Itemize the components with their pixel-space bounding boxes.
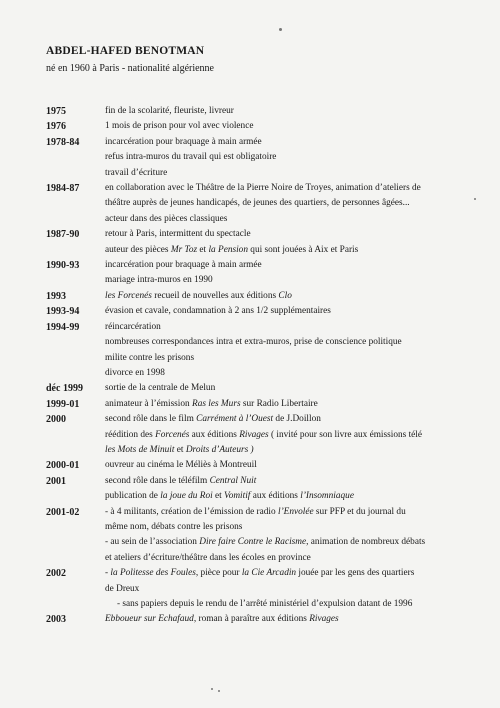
description-line (105, 443, 486, 458)
timeline-entry (46, 181, 486, 227)
timeline-entry (46, 289, 486, 304)
description-line (105, 428, 486, 443)
text-segment: et (197, 244, 209, 255)
text-segment: ( invité pour son livre aux émissions télé (268, 429, 422, 440)
entry-year: 1993-94 (46, 306, 80, 318)
entry-description (105, 320, 486, 382)
text-segment: incarcération pour braquage à main armée (105, 260, 262, 271)
text-segment: fin de la scolarité, fleuriste, livreur (105, 106, 234, 116)
text-segment: sortie de la centrale de Melun (105, 383, 216, 394)
text-segment: - au sein de l’association (105, 537, 200, 548)
scan-speck (211, 688, 213, 690)
entry-description (105, 104, 486, 119)
text-segment: aux éditions (250, 491, 301, 502)
description-line (105, 535, 486, 550)
description-line (105, 582, 486, 597)
description-line (105, 566, 486, 581)
text-segment: retour à Paris, intermittent du spectacle (105, 229, 251, 240)
italic-title-text: Dire faire Contre le Racisme (199, 537, 307, 548)
entry-year: 1993 (46, 290, 66, 302)
description-line (105, 227, 486, 242)
entry-year: 2001-02 (46, 506, 80, 518)
italic-title-text: Ras les Murs (192, 398, 241, 409)
entry-description (105, 135, 486, 181)
italic-title-text: la Pension (208, 244, 248, 255)
description-line (105, 597, 486, 612)
entry-year: déc 1999 (46, 383, 83, 395)
italic-title-text: l’Envolée (277, 506, 314, 517)
entry-year: 1999-01 (46, 398, 80, 410)
description-line (105, 135, 486, 150)
timeline-entry (46, 474, 486, 505)
entry-year: 2002 (46, 568, 66, 580)
timeline-entry (46, 258, 486, 289)
description-line (105, 520, 486, 535)
description-line (105, 196, 486, 211)
entry-year: 2003 (46, 614, 66, 626)
italic-title-text: Rivages (309, 614, 339, 625)
italic-title-text: les Mots de Minuit (105, 444, 175, 455)
italic-title-text: Ebboueur sur Echafaud (105, 614, 194, 625)
description-line (105, 150, 486, 165)
description-line (105, 166, 486, 181)
description-line (105, 243, 486, 258)
italic-title-text: Central Nuit (209, 475, 257, 486)
entry-description (105, 505, 486, 567)
italic-title-text: Rivages (239, 429, 269, 440)
entry-year: 1987-90 (46, 229, 80, 241)
text-segment: - (105, 568, 111, 579)
italic-title-text: les Forcenés (105, 290, 152, 301)
description-line (105, 181, 486, 196)
text-segment: ouvreur au cinéma le Méliès à Montreuil (105, 460, 257, 471)
text-segment: , animation de nombreux débats (306, 537, 426, 548)
text-segment: aux éditions (189, 429, 240, 440)
text-segment: , pièce pour (195, 568, 242, 579)
description-line (105, 458, 486, 473)
timeline-entry (46, 381, 486, 396)
scan-speck (279, 28, 282, 31)
description-line (105, 119, 486, 134)
italic-title-text: Droits d’Auteurs ) (185, 444, 254, 455)
entry-year: 1975 (46, 106, 66, 117)
entry-year: 2000 (46, 414, 66, 426)
description-line (105, 273, 486, 288)
scan-speck (474, 198, 476, 200)
text-segment: mariage intra-muros en 1990 (105, 275, 213, 286)
description-line (105, 412, 486, 427)
entry-year: 1994-99 (46, 321, 80, 333)
author-subtitle: né en 1960 à Paris - nationalité algérienne (46, 63, 214, 74)
text-segment: qui sont jouées à Aix et Paris (247, 244, 359, 255)
description-line (105, 381, 486, 396)
entry-description (105, 412, 486, 458)
text-segment: évasion et cavale, condamnation à 2 ans 1/2 supplémentaires (105, 306, 331, 317)
entry-description (105, 381, 486, 396)
entry-description (105, 119, 486, 134)
text-segment: sur PFP et du journal du (313, 506, 406, 517)
text-segment: réincarcération (105, 321, 161, 332)
timeline-entry (46, 566, 486, 612)
description-line (105, 258, 486, 273)
text-segment: 1 mois de prison pour vol avec violence (105, 121, 254, 132)
entry-description (105, 227, 486, 258)
timeline-entry (46, 104, 486, 119)
text-segment: second rôle dans le téléfilm (105, 475, 210, 486)
text-segment: , roman à paraître aux éditions (193, 614, 310, 625)
description-line (105, 212, 486, 227)
entry-year: 2001 (46, 475, 66, 487)
entry-description (105, 289, 486, 304)
text-segment: milite contre les prisons (105, 352, 195, 363)
text-segment: acteur dans des pièces classiques (105, 213, 228, 224)
italic-title-text: Vomitif (224, 491, 251, 502)
text-segment: sur Radio Libertaire (240, 398, 318, 409)
description-line (105, 474, 486, 489)
entry-year: 1984-87 (46, 183, 80, 195)
description-line (105, 304, 486, 319)
entry-description (105, 397, 486, 412)
timeline-entry (46, 304, 486, 319)
text-segment: travail d’écriture (105, 167, 168, 178)
text-segment: refus intra-muros du travail qui est obligatoire (105, 152, 277, 163)
entry-description (105, 181, 486, 227)
italic-title-text: la joue du Roi (160, 491, 213, 502)
text-segment: et (212, 491, 225, 502)
description-line (105, 366, 486, 381)
timeline-entry (46, 119, 486, 134)
description-line (105, 335, 486, 350)
timeline-entry (46, 397, 486, 412)
italic-title-text: l’Insomniaque (300, 491, 354, 502)
entry-year: 1976 (46, 121, 66, 133)
entry-description (105, 258, 486, 289)
timeline-entry (46, 458, 486, 473)
entry-year: 1990-93 (46, 260, 80, 272)
text-segment: même nom, débats contre les prisons (105, 521, 243, 532)
text-segment: de Dreux (105, 583, 140, 594)
text-segment: et (174, 444, 186, 455)
text-segment: théâtre auprès de jeunes handicapés, de jeunes des quartiers, de personnes âgées... (105, 198, 410, 209)
text-segment: réédition des (105, 429, 156, 440)
text-segment: divorce en 1998 (105, 367, 165, 378)
description-line (105, 104, 486, 119)
text-segment: second rôle dans le film (105, 414, 197, 425)
text-segment: en collaboration avec le Théâtre de la Pierre Noire de Troyes, animation d’ateliers de (105, 183, 421, 194)
italic-title-text: Forcenés (155, 429, 190, 440)
text-segment: jouée par les gens des quartiers (296, 568, 415, 579)
description-line (105, 397, 486, 412)
description-line (105, 320, 486, 335)
entry-description (105, 304, 486, 319)
entry-year: 1978-84 (46, 136, 80, 148)
entry-year: 2000-01 (46, 460, 80, 472)
text-segment: sans papiers depuis le rendu de l’arrêté ministériel d’expulsion datant de 1996 (120, 599, 413, 609)
description-line (105, 551, 486, 566)
text-segment: incarcération pour braquage à main armée (105, 136, 262, 147)
text-segment: et ateliers d’écriture/théâtre dans les écoles en province (105, 552, 311, 563)
scan-speck (218, 690, 220, 692)
description-line (105, 505, 486, 520)
description-line (105, 289, 486, 304)
entry-description (105, 612, 486, 627)
italic-title-text: Mr Toz (170, 244, 198, 255)
italic-title-text: la Cie Arcadin (241, 568, 297, 579)
entry-description (105, 566, 486, 612)
description-line (105, 351, 486, 366)
description-line (105, 489, 486, 504)
entry-description (105, 458, 486, 473)
entry-description (105, 474, 486, 505)
italic-title-text: Clo (278, 290, 292, 301)
text-segment: de J.Doillon (273, 414, 321, 425)
timeline-entry (46, 135, 486, 181)
timeline-entry (46, 227, 486, 258)
text-segment: auteur des pièces (105, 244, 171, 255)
description-line (105, 612, 486, 627)
author-name: ABDEL-HAFED BENOTMAN (46, 45, 205, 57)
text-segment: publication de (105, 491, 161, 502)
text-segment: recueil de nouvelles aux éditions (151, 290, 279, 301)
text-segment: animateur à l’émission (105, 398, 193, 409)
italic-title-text: la Politesse des Foules (110, 568, 196, 579)
timeline-entry (46, 505, 486, 567)
text-segment: nombreuses correspondances intra et extra-muros, prise de conscience politique (105, 337, 402, 348)
timeline (46, 104, 486, 628)
timeline-entry (46, 320, 486, 382)
text-segment: - (117, 599, 121, 609)
timeline-entry (46, 412, 486, 458)
italic-title-text: Carrément à l’Ouest (196, 414, 274, 425)
timeline-entry (46, 612, 486, 627)
text-segment: - à 4 militants, création de l’émission de radio (105, 506, 278, 517)
